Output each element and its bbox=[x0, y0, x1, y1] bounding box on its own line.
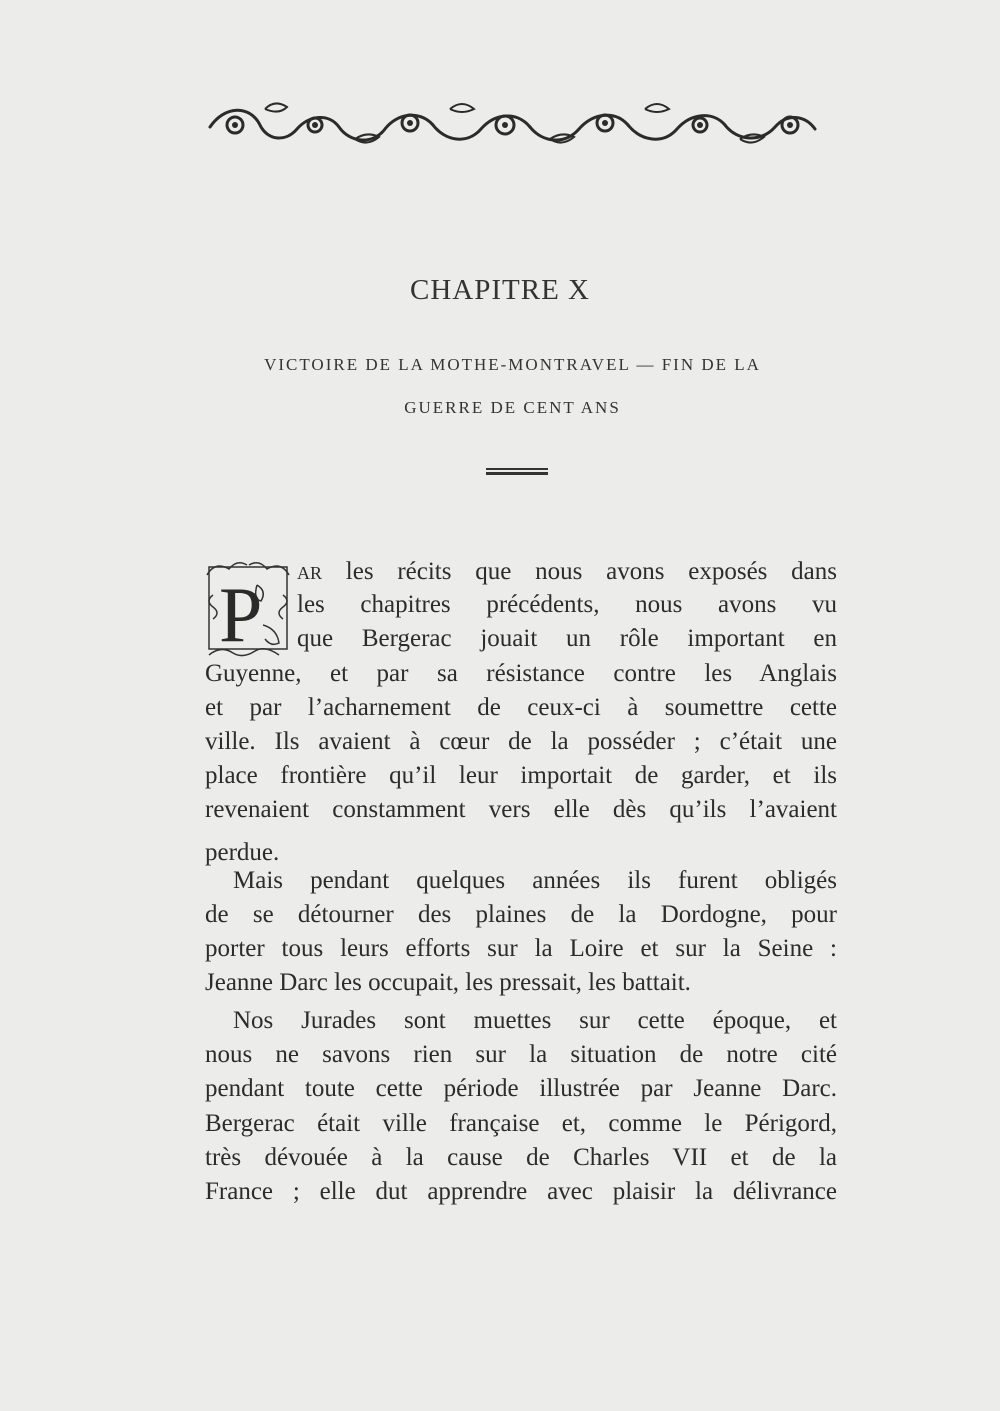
text-line: très dévouée à la cause de Charles VII et de la bbox=[205, 1144, 837, 1171]
text-line: Mais pendant quelques années ils furent obligés bbox=[233, 867, 837, 894]
text-line: Nos Jurades sont muettes sur cette époque, et bbox=[233, 1007, 837, 1034]
chapter-subtitle-line-1: VICTOIRE DE LA MOTHE-MONTRAVEL — FIN DE LA bbox=[264, 355, 761, 374]
text-line: ville. Ils avaient à cœur de la posséder ; c’était une bbox=[205, 728, 837, 755]
text-line: Bergerac était ville française et, comme le Périgord, bbox=[205, 1110, 837, 1137]
text-line-rest: les récits que nous avons exposés dans bbox=[345, 558, 837, 585]
text-line: place frontière qu’il leur importait de garder, et ils bbox=[205, 762, 837, 789]
text-line: et par l’acharnement de ceux-ci à soumettre cette bbox=[205, 694, 837, 721]
text-line bbox=[297, 557, 837, 588]
text-line: que Bergerac jouait un rôle important en bbox=[297, 625, 837, 652]
text-line: perdue. bbox=[205, 839, 280, 866]
chapter-subtitle-line-2: GUERRE DE CENT ANS bbox=[404, 398, 621, 417]
chapter-title: CHAPITRE X bbox=[410, 274, 590, 306]
text-line: Jeanne Darc les occupait, les pressait, les battait. bbox=[205, 969, 691, 996]
text-line: de se détourner des plaines de la Dordogne, pour bbox=[205, 901, 837, 928]
text-line: nous ne savons rien sur la situation de notre cité bbox=[205, 1041, 837, 1068]
smallcaps-line-start: AR bbox=[297, 563, 323, 583]
text-line: pendant toute cette période illustrée par Jeanne Darc. bbox=[205, 1075, 837, 1102]
text-line: porter tous leurs efforts sur la Loire et sur la Seine : bbox=[205, 935, 837, 962]
text-line: Guyenne, et par sa résistance contre les Anglais bbox=[205, 660, 837, 687]
text-line: France ; elle dut apprendre avec plaisir la délivrance bbox=[205, 1178, 837, 1205]
text-line: les chapitres précédents, nous avons vu bbox=[297, 591, 837, 618]
dropcap-letter: P bbox=[219, 571, 263, 658]
text-line: revenaient constamment vers elle dès qu’ils l’avaient bbox=[205, 796, 837, 823]
